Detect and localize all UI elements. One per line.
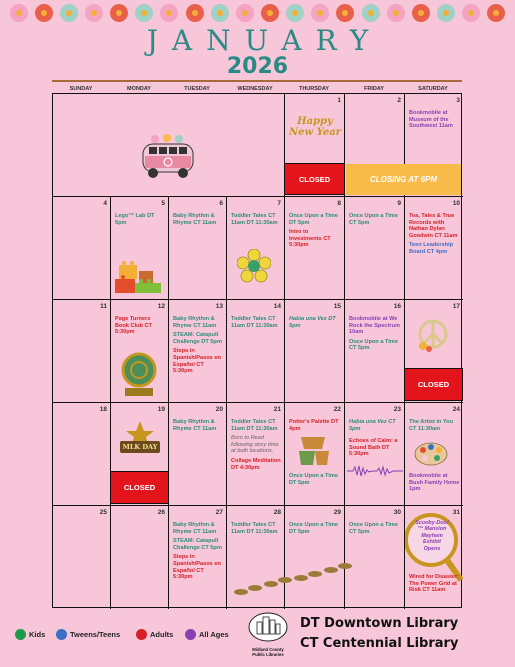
event-once-upon-a-time[interactable]: Once Upon a Time DT 5pm [289,473,339,486]
day-header-saturday: SATURDAY [418,86,448,92]
day-number: 26 [157,509,165,516]
event-book-club[interactable]: Page Turners Book Club CT 5:30pm [115,316,152,336]
year-title: 2026 [226,54,289,79]
calendar-cell-7[interactable] [227,197,285,300]
day-number: 20 [215,406,223,413]
event-steps-in-spanish[interactable]: Steps in Spanish/Pasos en Español CT 5:30pm [173,348,221,375]
event-once-upon-a-time[interactable]: Once Upon a Time DT 5pm [289,522,339,535]
book-club-icon [121,348,157,398]
closed-banner: CLOSED [285,163,345,195]
flower-icon [10,4,28,22]
flower-icon [362,4,380,22]
day-number: 3 [456,97,460,104]
flower-icon [85,4,103,22]
day-number: 6 [219,200,223,207]
calendar-cell-27[interactable] [169,506,227,609]
logo-line-1: Midland County [252,647,284,652]
day-number: 13 [215,303,223,310]
event-steps-in-spanish[interactable]: Steps in Spanish/Pasos en Español CT 5:30pm [173,554,221,581]
sound-wave-icon [347,465,403,477]
flower-icon [412,4,430,22]
day-header-thursday: THURSDAY [298,86,330,92]
calendar-cell-17[interactable] [405,300,463,403]
event-once-upon-a-time[interactable]: Once Upon a Time DT 5pm [289,213,339,226]
day-number: 21 [273,406,281,413]
event-steam[interactable]: STEAM: Catapult Challenge CT 5pm [173,538,222,551]
flower-icon [186,4,204,22]
event-tea-tales[interactable]: Tea, Tales & True Records with Nathan Dylan Goodwin CT 11am [409,213,458,239]
happy-text: Happy [297,116,333,127]
day-number: 1 [337,97,341,104]
day-number: 10 [452,200,460,207]
paint-palette-icon [413,441,449,467]
flower-icon [110,4,128,22]
calendar-cell-15[interactable] [285,300,345,403]
calendar-grid [52,93,462,608]
calendar-cell-22[interactable] [285,403,345,506]
day-number: 22 [333,406,341,413]
closed-banner: CLOSED [111,471,169,504]
kids-dot [15,629,26,640]
calendar-cell-13[interactable] [169,300,227,403]
page-title: JANUARY [146,24,383,57]
calendar-cell-16[interactable] [345,300,405,403]
calendar-cell-11[interactable] [53,300,111,403]
calendar-cell-20[interactable] [169,403,227,506]
calendar-cell-18[interactable] [53,403,111,506]
peace-sign-icon [417,318,449,352]
calendar-cell-6[interactable] [169,197,227,300]
day-number: 8 [337,200,341,207]
event-baby-rhythm[interactable]: Baby Rhythm & Rhyme CT 11am [173,522,217,535]
lego-bricks-icon [113,253,165,297]
legend-all-ages [185,626,229,642]
event-toddler-tales[interactable]: Toddler Tales CT 11am DT 11:30am [231,213,278,226]
legend-tweens [56,626,120,642]
day-header-friday: FRIDAY [364,86,384,92]
legend-label: All Ages [199,629,229,639]
day-number: 11 [100,303,107,310]
day-number: 17 [452,303,460,310]
calendar-cell-25[interactable] [53,506,111,609]
calendar-cell-21[interactable] [227,403,285,506]
event-baby-rhythm[interactable]: Baby Rhythm & Rhyme CT 11am [173,419,217,432]
library-building-icon [248,612,288,642]
day-number: 18 [99,406,107,413]
day-number: 23 [393,406,401,413]
event-baby-rhythm[interactable]: Baby Rhythm & Rhyme CT 11am [173,316,217,329]
mlk-day-label: MLK DAY [122,443,158,451]
event-once-upon-a-time[interactable]: Once Upon a Time CT 5pm [349,522,399,535]
event-teen-leadership[interactable]: Teen Leadership Board CT 4pm [409,242,454,255]
calendar-cell-10[interactable] [405,197,463,300]
adults-dot [136,629,147,640]
footprints-icon [233,554,363,598]
day-number: 4 [103,200,107,207]
branch-ct: CT Centennial Library [300,636,459,651]
flower-icon [286,4,304,22]
day-number: 5 [161,200,165,207]
born-to-read-note: Born to Read following story time at both locations. [231,435,279,455]
event-lego-lab[interactable]: Lego™ Lab DT 5pm [115,213,155,226]
day-number: 19 [157,406,165,413]
event-collage-meditation[interactable]: Collage Meditation DT 4:30pm [231,457,281,471]
library-logo [244,612,292,656]
flower-icon [211,4,229,22]
event-toddler-tales[interactable]: Toddler Tales CT 11am DT 11:30am [231,316,278,329]
event-artist-in-you[interactable]: The Artist in You CT 11:30am [409,419,454,432]
calendar-cell-31[interactable] [405,506,463,609]
day-number: 16 [393,303,401,310]
calendar-cell-empty [53,94,285,197]
event-bookmobile[interactable]: Bookmobile at We Rock the Spectrum 10am [349,316,400,336]
day-number: 2 [397,97,401,104]
calendar-cell-1[interactable] [285,94,345,197]
event-intro-investments[interactable]: Intro to Investments CT 5:30pm [289,229,331,249]
calendar-cell-12[interactable] [111,300,169,403]
event-potters-palette[interactable]: Potter's Palette DT 4pm [289,419,339,432]
flower-icon [160,4,178,22]
flower-border [0,0,515,26]
day-number: 29 [333,509,341,516]
calendar-cell-9[interactable] [345,197,405,300]
flower-icon [487,4,505,22]
event-toddler-tales[interactable]: Toddler Tales CT 11am DT 11:30am [231,522,278,535]
flower-icon [236,4,254,22]
calendar-cell-5[interactable] [111,197,169,300]
calendar-cell-4[interactable] [53,197,111,300]
calendar-cell-26[interactable] [111,506,169,609]
branch-dt: DT Downtown Library [300,616,459,631]
flower-icon [261,4,279,22]
event-once-upon-a-time[interactable]: Once Upon a Time CT 5pm [349,213,399,226]
day-number: 14 [273,303,281,310]
day-header-wednesday: WEDNESDAY [237,86,273,92]
legend-label: Tweens/Teens [70,629,121,639]
event-habia-una-vez[interactable]: Había una Vez CT 5pm [349,419,396,432]
event-bookmobile[interactable]: Bookmobile at Museum of the Southwest 11am [409,110,453,130]
mlk-day-badge-icon [118,419,162,459]
day-number: 30 [393,509,401,516]
legend-adults [136,626,173,642]
day-number: 9 [397,200,401,207]
flower-icon [60,4,78,22]
event-steam[interactable]: STEAM: Catapult Challenge DT 5pm [173,332,222,345]
divider [52,80,462,82]
calendar-cell-8[interactable] [285,197,345,300]
happy-new-year-graphic [287,116,343,138]
day-number: 25 [99,509,107,516]
flower-icon [311,4,329,22]
closing-early-banner: CLOSING AT 6PM [346,164,461,195]
flower-icon [135,4,153,22]
logo-line-2: Public Libraries [252,652,284,657]
calendar-cell-19[interactable] [111,403,169,506]
event-once-upon-a-time[interactable]: Once Upon a Time CT 5pm [349,338,399,352]
day-number: 27 [215,509,223,516]
day-number: 28 [273,509,281,516]
day-number: 31 [452,509,460,516]
pottery-icon [295,433,331,467]
flower-icon [35,4,53,22]
event-baby-rhythm[interactable]: Baby Rhythm & Rhyme CT 11am [173,213,217,226]
flower-icon [437,4,455,22]
flower-icon [336,4,354,22]
legend-label: Kids [29,629,46,639]
day-header-tuesday: TUESDAY [184,86,210,92]
tweens-dot [56,629,67,640]
event-sound-bath[interactable]: Echoes of Calm: a Sound Bath DT 5:30pm [349,438,398,458]
new-year-text: New Year [289,127,341,138]
event-toddler-tales[interactable]: Toddler Tales CT 11am DT 11:30am [231,419,278,432]
day-number: 24 [452,406,460,413]
event-scooby-doo[interactable]: Scooby-Doo!™ Mansion Mayhem Exhibit Opens [415,520,449,552]
van-icon [139,134,199,180]
calendar-cell-14[interactable] [227,300,285,403]
event-habia-una-vez[interactable]: Había una Vez DT 5pm [289,316,336,329]
event-bookmobile[interactable]: Bookmobile at Bush Family Home 1pm [409,473,460,493]
flower-icon [387,4,405,22]
day-header-monday: MONDAY [127,86,151,92]
all-ages-dot [185,629,196,640]
calendar-cell-24[interactable] [405,403,463,506]
flower-icon [462,4,480,22]
day-header-sunday: SUNDAY [69,86,93,92]
legend-kids [15,626,45,642]
legend-label: Adults [150,629,174,639]
day-number: 15 [333,303,341,310]
closed-banner: CLOSED [405,368,463,401]
day-number: 7 [277,200,281,207]
daisy-icon [237,249,271,283]
day-number: 12 [157,303,165,310]
calendar-cell-23[interactable] [345,403,405,506]
event-wired-for-disaster[interactable]: Wired for Disaster: The Power Grid at Risk CT 11am [409,574,459,594]
